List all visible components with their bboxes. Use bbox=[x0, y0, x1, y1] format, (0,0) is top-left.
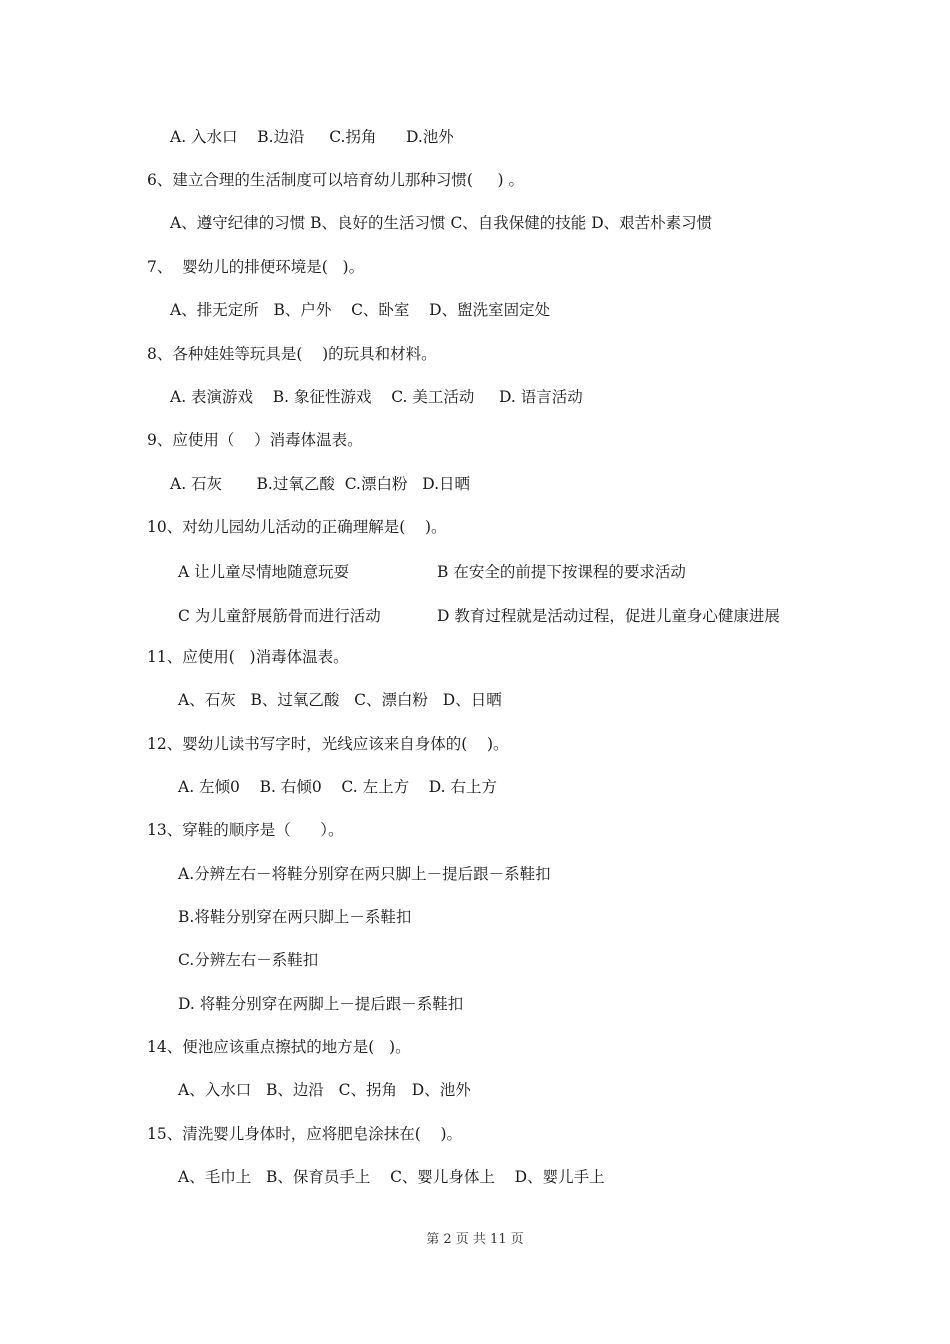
q7-text: 7、 婴幼儿的排便环境是( )。 bbox=[147, 258, 365, 276]
q7-options: A、排无定所 B、户外 C、卧室 D、盥洗室固定处 bbox=[170, 301, 551, 319]
q11-options: A、石灰 B、过氧乙酸 C、漂白粉 D、日晒 bbox=[178, 691, 502, 709]
q13-option-a: A.分辨左右－将鞋分别穿在两只脚上－提后跟－系鞋扣 bbox=[178, 865, 551, 883]
q10-text: 10、对幼儿园幼儿活动的正确理解是( )。 bbox=[147, 518, 447, 536]
q10-option-b: B 在安全的前提下按课程的要求活动 bbox=[437, 563, 686, 581]
q15-text: 15、清洗婴儿身体时，应将肥皂涂抹在( )。 bbox=[147, 1125, 463, 1143]
q13-option-b: B.将鞋分别穿在两只脚上－系鞋扣 bbox=[178, 908, 412, 926]
q9-text: 9、应使用（ ）消毒体温表。 bbox=[147, 431, 363, 449]
q12-options: A. 左倾0 B. 右倾0 C. 左上方 D. 右上方 bbox=[178, 778, 498, 796]
page-footer: 第 2 页 共 11 页 bbox=[426, 1232, 524, 1247]
q10-option-c: C 为儿童舒展筋骨而进行活动 bbox=[178, 607, 381, 625]
q8-options: A. 表演游戏 B. 象征性游戏 C. 美工活动 D. 语言活动 bbox=[170, 388, 583, 406]
q9-options: A. 石灰 B.过氧乙酸 C.漂白粉 D.日晒 bbox=[170, 475, 471, 493]
q10-option-a: A 让儿童尽情地随意玩耍 bbox=[178, 563, 350, 581]
q13-option-d: D. 将鞋分别穿在两脚上－提后跟－系鞋扣 bbox=[178, 995, 464, 1013]
q15-options: A、毛巾上 B、保育员手上 C、婴儿身体上 D、婴儿手上 bbox=[178, 1168, 605, 1186]
q14-options: A、入水口 B、边沿 C、拐角 D、池外 bbox=[178, 1081, 471, 1099]
q5-options: A. 入水口 B.边沿 C.拐角 D.池外 bbox=[170, 128, 454, 146]
q6-text: 6、建立合理的生活制度可以培育幼儿那种习惯( ) 。 bbox=[147, 171, 525, 189]
q13-text: 13、穿鞋的顺序是（ ）。 bbox=[147, 821, 344, 839]
q10-option-d: D 教育过程就是活动过程，促进儿童身心健康进展 bbox=[437, 607, 780, 625]
q11-text: 11、应使用( )消毒体温表。 bbox=[147, 648, 349, 666]
q14-text: 14、便池应该重点擦拭的地方是( )。 bbox=[147, 1038, 411, 1056]
q13-option-c: C.分辨左右－系鞋扣 bbox=[178, 951, 319, 969]
q8-text: 8、各种娃娃等玩具是( )的玩具和材料。 bbox=[147, 345, 437, 363]
q12-text: 12、婴幼儿读书写字时，光线应该来自身体的( )。 bbox=[147, 735, 509, 753]
q6-options: A、遵守纪律的习惯 B、良好的生活习惯 C、自我保健的技能 D、艰苦朴素习惯 bbox=[170, 214, 713, 232]
